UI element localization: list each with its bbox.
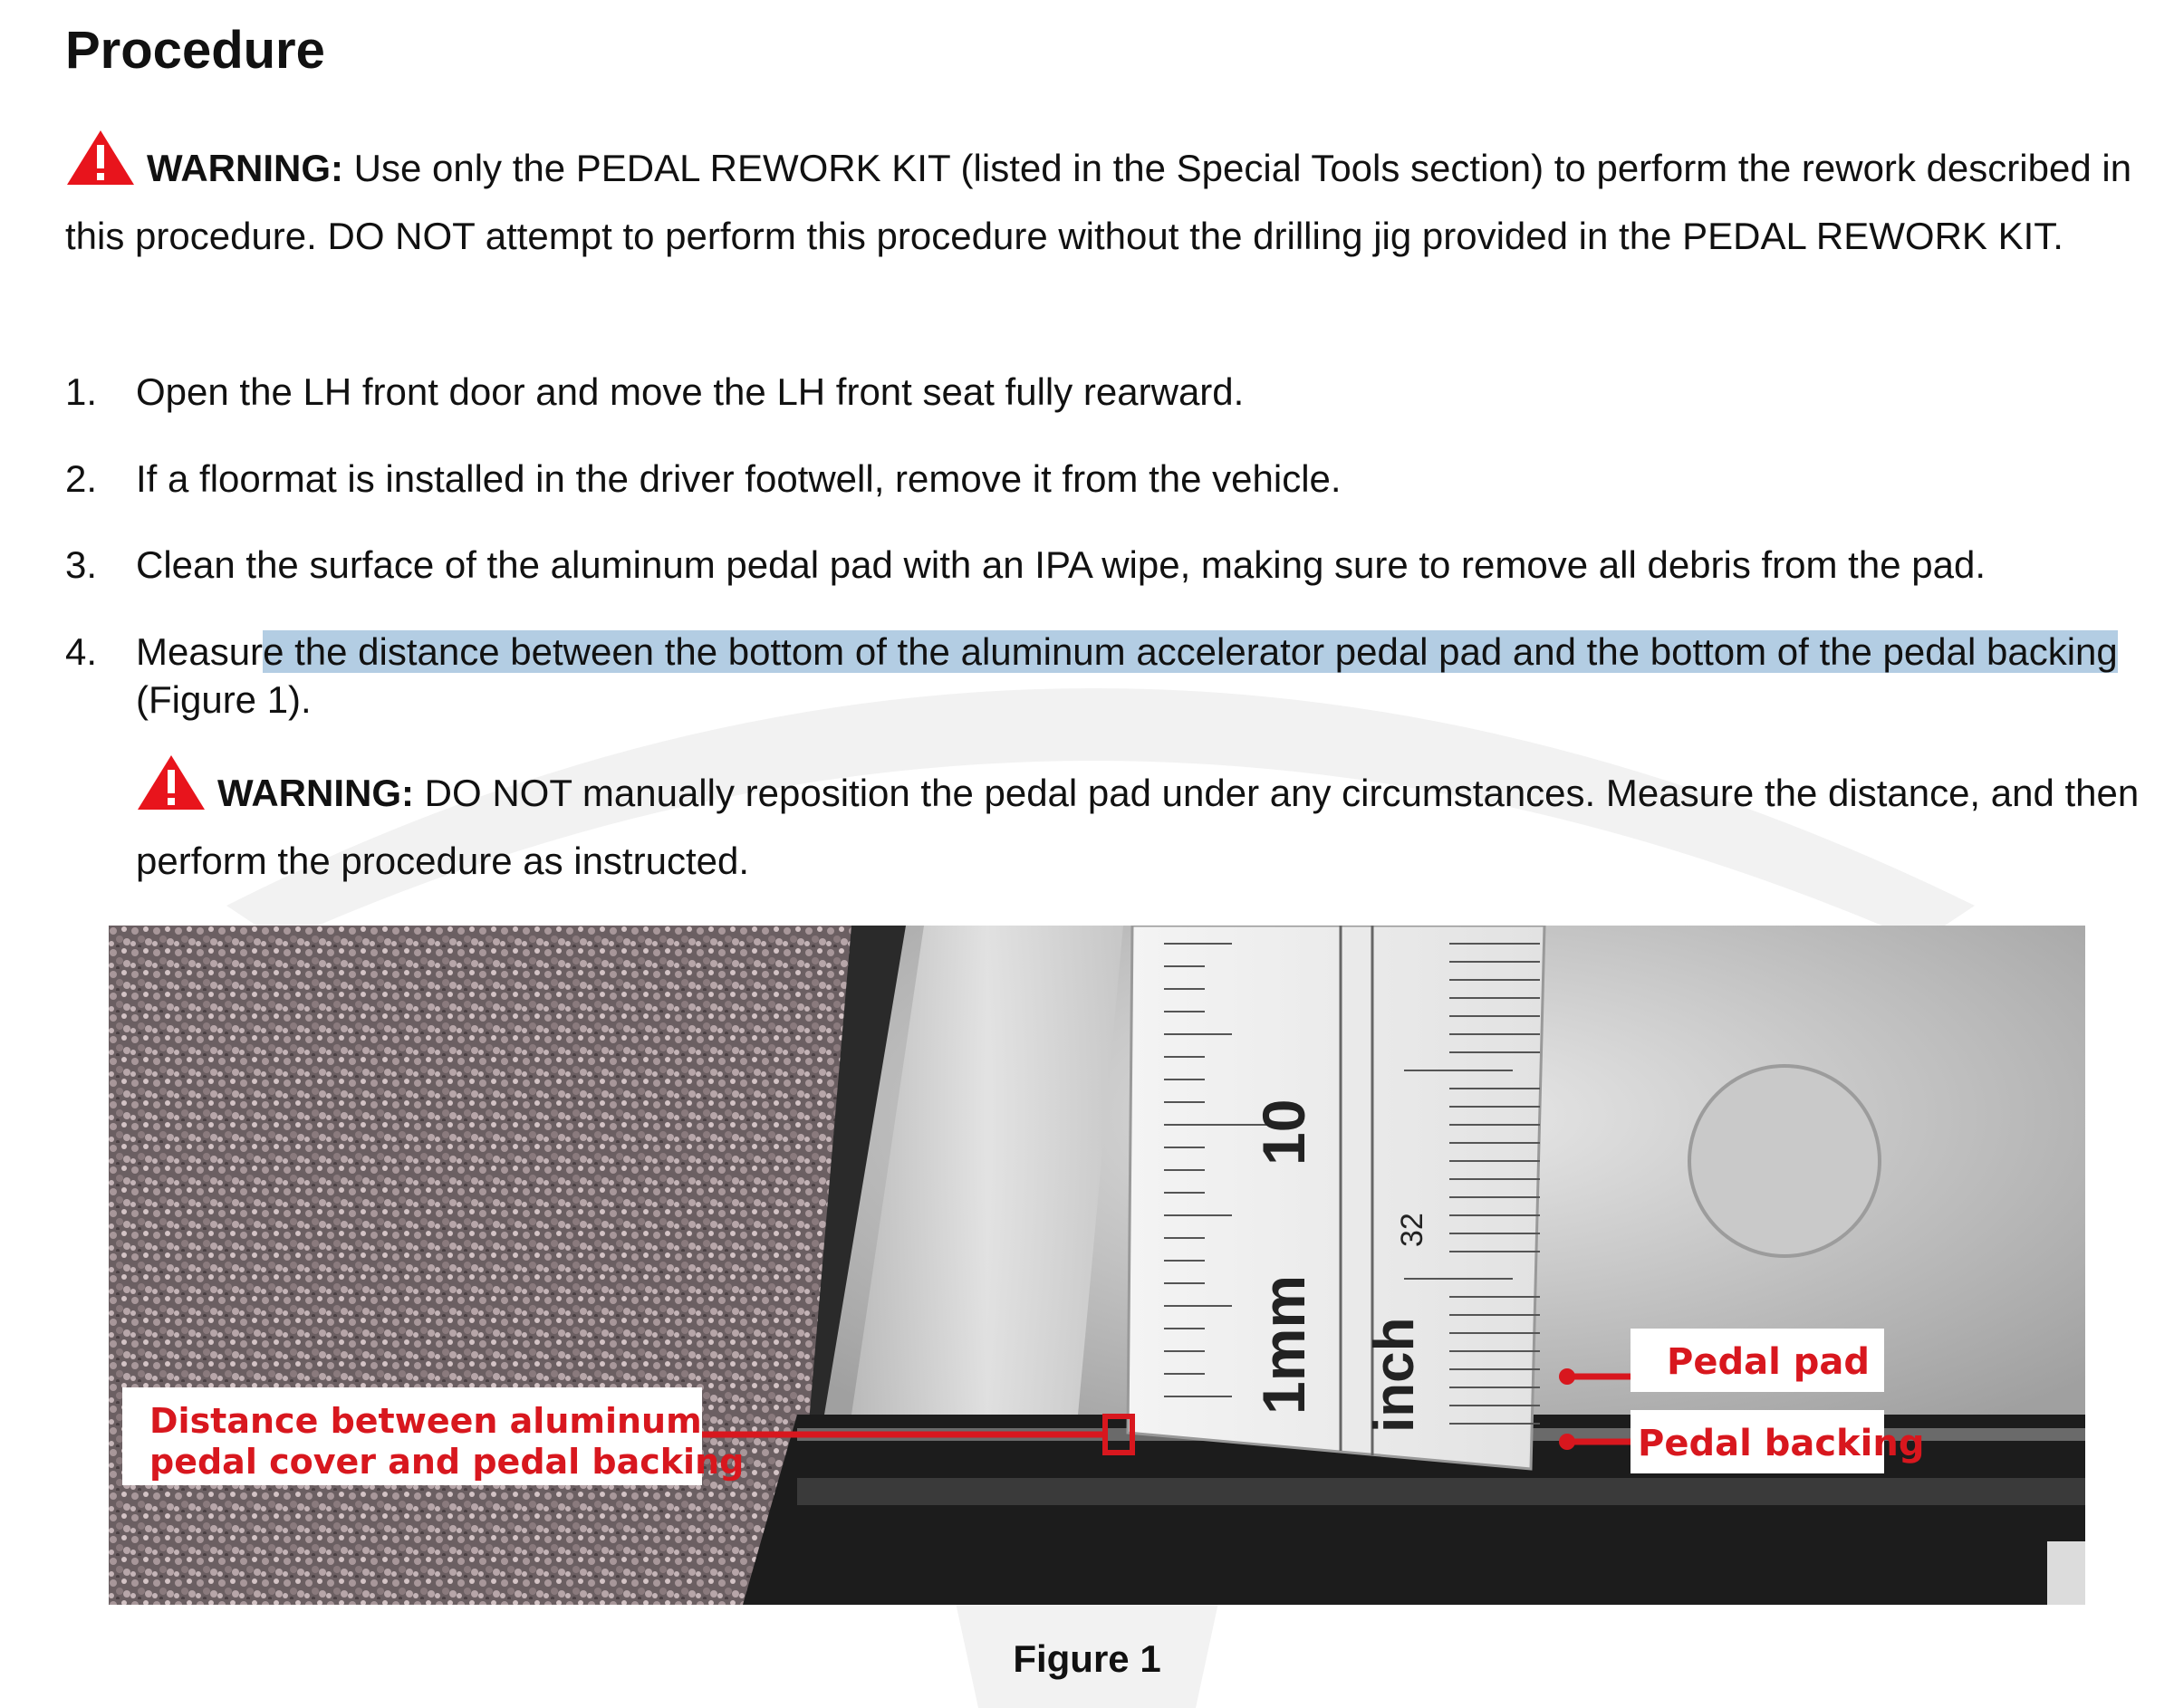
page-title: Procedure (65, 21, 325, 80)
ruler-mm-label: 1mm (1250, 1274, 1317, 1415)
ruler-inch-value: 32 (1395, 1213, 1429, 1247)
step-number: 2. (65, 457, 98, 500)
warning-text: Use only the PEDAL REWORK KIT (listed in the Special Tools section) to perform the rework described in this procedure. DO NOT attempt to perform this procedure without the drilling jig provided in the PEDAL REWORK KIT. (65, 147, 2132, 257)
ruler-value: 10 (1250, 1099, 1317, 1166)
warning-label: WARNING: (217, 772, 414, 814)
step-number: 1. (65, 370, 98, 413)
warning-triangle-icon (65, 129, 136, 187)
figure-caption: Figure 1 (1013, 1637, 1161, 1680)
callout-backing: Pedal backing (1638, 1423, 1925, 1464)
warning-text: DO NOT manually reposition the pedal pad under any circumstances. Measure the distance, and then perform the procedure as instructed. (136, 772, 2140, 882)
ruler-inch-label: inch (1363, 1317, 1426, 1433)
warning-label: WARNING: (147, 147, 343, 189)
step-number: 4. (65, 630, 98, 673)
figure-photo (109, 926, 2085, 1605)
step-text (136, 628, 2156, 724)
step-number: 3. (65, 543, 98, 586)
callout-distance-line2: pedal cover and pedal backing (149, 1442, 745, 1482)
warning-1 (65, 129, 2158, 270)
step-text: Open the LH front door and move the LH front seat fully rearward. (136, 370, 1245, 413)
step-text-post: (Figure 1). (136, 678, 312, 721)
callout-distance-line1: Distance between aluminum (149, 1401, 702, 1441)
step-text-pre: Measur (136, 630, 264, 673)
step-text: Clean the surface of the aluminum pedal pad with an IPA wipe, making sure to remove all debris from the pad. (136, 543, 1986, 586)
callout-pad: Pedal pad (1667, 1341, 1870, 1383)
warning-2 (136, 753, 2156, 895)
warning-triangle-icon (136, 753, 207, 811)
highlighted-text: e the distance between the bottom of the aluminum accelerator pedal pad and the bottom of the pedal backing (263, 630, 2118, 673)
step-text: If a floormat is installed in the driver footwell, remove it from the vehicle. (136, 457, 1342, 500)
